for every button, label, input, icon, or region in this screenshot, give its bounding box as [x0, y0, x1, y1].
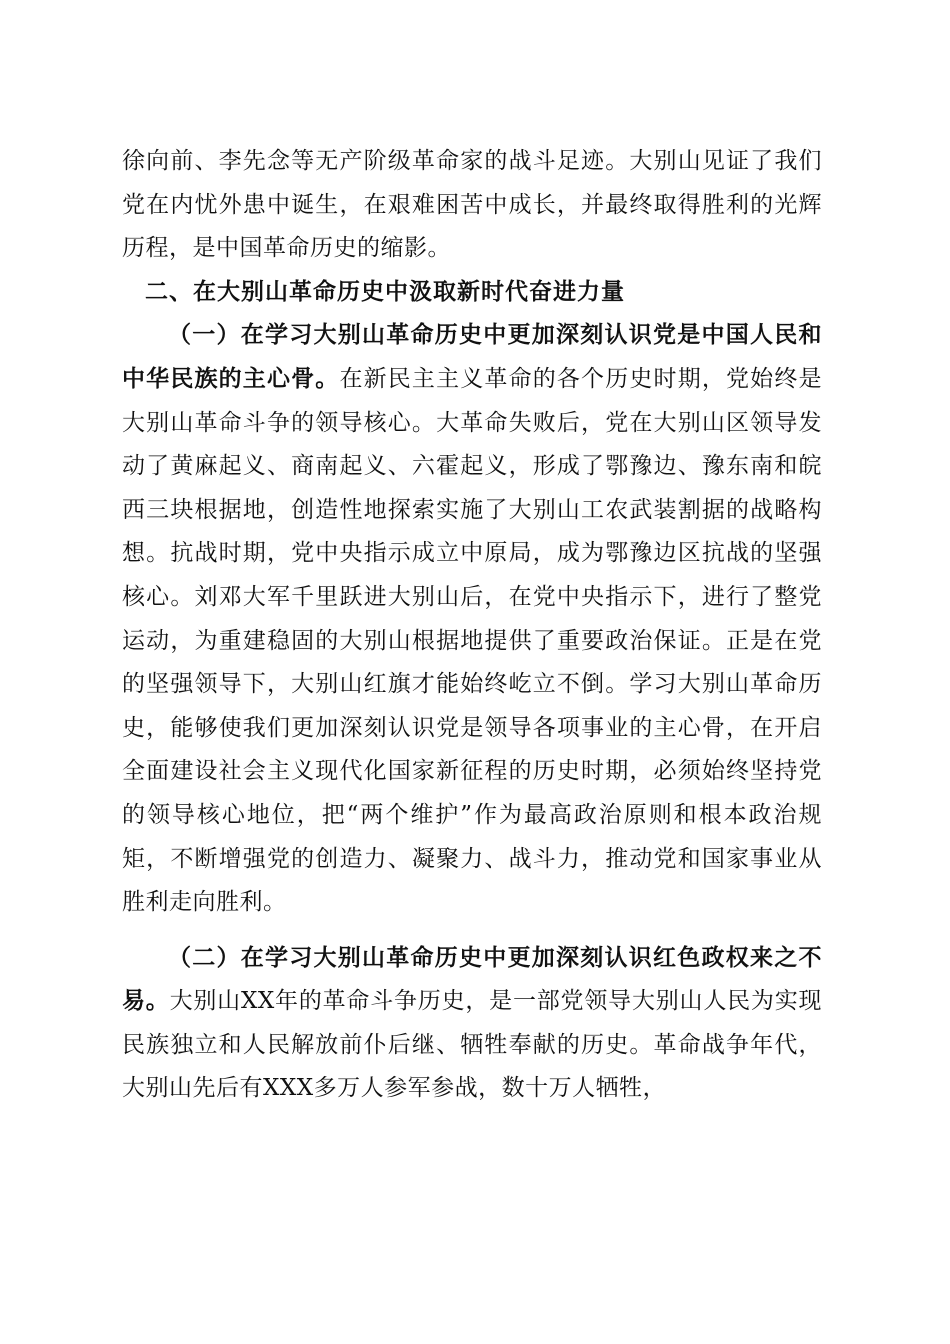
subsection-1-lead: （一）在学习大别山革命历史中更加深刻认识党是中国人民和中华民族的主心骨。 [122, 322, 822, 392]
paragraph-gap [122, 925, 822, 937]
subsection-1-body: 在新民主主义革命的各个历史时期，党始终是大别山革命斗争的领导核心。大革命失败后，党在大别山区领导发动了黄麻起义、商南起义、六霍起义，形成了鄂豫边、豫东南和皖西三块根据地，创造性地探索实施了大别山工农武装割据的战略构想。抗战时期，党中央指示成立中原局，成为鄂豫边区抗战的坚强核心。刘邓大军千里跃进大别山后，在党中央指示下，进行了整党运动，为重建稳固的大别山根据地提供了重要政治保证。正是在党的坚强领导下，大别山红旗才能始终屹立不倒。学习大别山革命历史，能够使我们更加深刻认识党是领导各项事业的主心骨，在开启全面建设社会主义现代化国家新征程的历史时期，必须始终坚持党的领导核心地位，把“两个维护”作为最高政治原则和根本政治规矩，不断增强党的创造力、凝聚力、战斗力，推动党和国家事业从胜利走向胜利。 [122, 365, 823, 916]
document-page [122, 140, 822, 1111]
section-heading: 二、在大别山革命历史中汲取新时代奋进力量 [145, 278, 625, 305]
subsection-1-paragraph [122, 314, 822, 924]
intro-paragraph: 徐向前、李先念等无产阶级革命家的战斗足迹。大别山见证了我们党在内忧外患中诞生，在艰难困苦中成长，并最终取得胜利的光辉历程，是中国革命历史的缩影。 [122, 148, 822, 262]
subsection-2-lead: （二）在学习大别山革命历史中更加深刻认识红色政权来之不易。 [122, 944, 822, 1015]
subsection-2-paragraph [122, 937, 822, 1111]
subsection-2-body: 大别山XX年的革命斗争历史，是一部党领导大别山人民为实现民族独立和人民解放前仆后继、牺牲奉献的历史。革命战争年代，大别山先后有XXX多万人参军参战，数十万人牺牲， [122, 988, 823, 1102]
